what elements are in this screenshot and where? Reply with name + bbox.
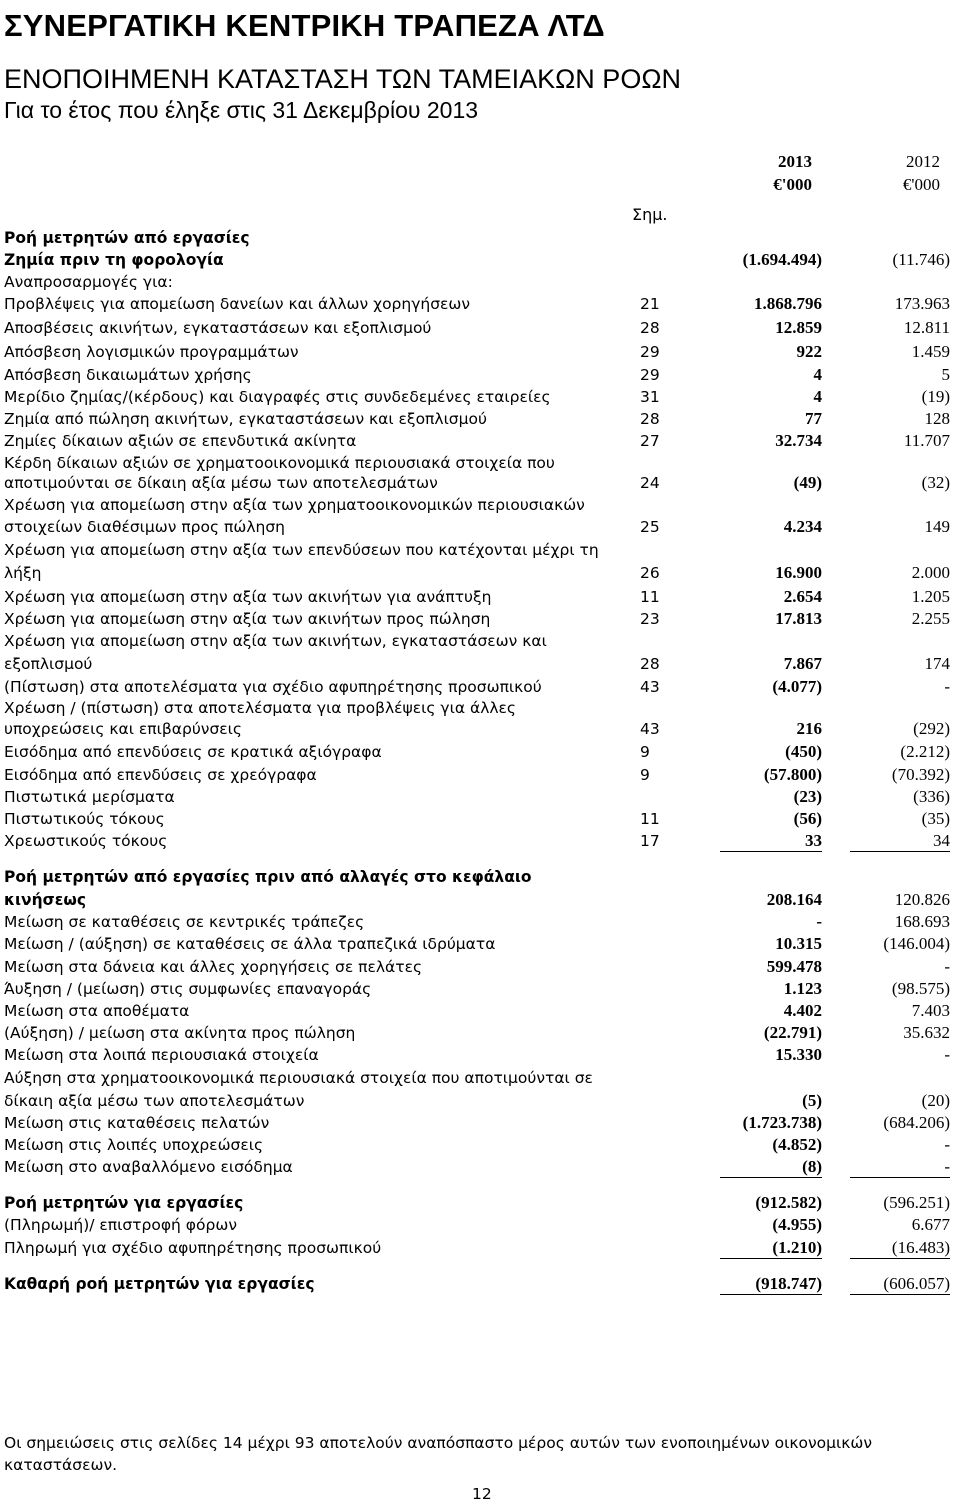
row-note: 9 [640, 743, 650, 761]
value-2012: 7.403 [911, 1001, 950, 1020]
row-label: στοιχείων διαθέσιμων προς πώληση [4, 518, 285, 536]
value-2012: (19) [921, 387, 950, 406]
table-row [0, 271, 960, 293]
row-note: 26 [640, 564, 660, 582]
value-2013: - [816, 912, 822, 931]
row-label: Αναπροσαρμογές για: [4, 273, 173, 291]
table-row [0, 1000, 960, 1022]
row-label: Μείωση στα δάνεια και άλλες χορηγήσεις σε πελάτες [4, 958, 423, 976]
value-2012: 149 [924, 517, 950, 536]
page-number: 12 [472, 1485, 492, 1503]
row-label: Εισόδημα από επενδύσεις σε κρατικά αξιόγραφα [4, 743, 382, 761]
row-label: Πιστωτικά μερίσματα [4, 788, 175, 806]
value-2013: 4.234 [783, 517, 822, 536]
value-2013: (5) [802, 1091, 822, 1110]
table-row [0, 293, 960, 315]
row-note: 9 [640, 766, 650, 784]
table-row [0, 956, 960, 978]
note-column-header: Σημ. [632, 205, 668, 224]
row-label: Μείωση σε καταθέσεις σε κεντρικές τράπεζες [4, 913, 365, 931]
value-2013: 32.734 [775, 431, 822, 450]
table-row [0, 911, 960, 933]
table-row [0, 430, 960, 452]
value-2012: 6.677 [911, 1215, 950, 1234]
row-label: Χρέωση για απομείωση στην αξία των ακινήτων για ανάπτυξη [4, 588, 492, 606]
row-note: 29 [640, 366, 660, 384]
table-row [0, 830, 960, 852]
value-2012: (20) [921, 1091, 950, 1110]
table-row [0, 1192, 960, 1214]
table-row [0, 586, 960, 608]
row-label: (Αύξηση) / μείωση στα ακίνητα προς πώληση [4, 1024, 356, 1042]
table-row [0, 341, 960, 363]
row-label: Μείωση / (αύξηση) σε καταθέσεις σε άλλα τραπεζικά ιδρύματα [4, 935, 496, 953]
value-2013: 4 [813, 387, 822, 406]
table-row [0, 408, 960, 430]
table-row [0, 249, 960, 271]
value-2012: (2.212) [900, 742, 950, 761]
value-2012: 128 [924, 409, 950, 428]
row-note: 24 [640, 474, 660, 492]
table-row [0, 472, 960, 494]
value-2013: 33 [720, 830, 822, 852]
table-row [0, 1273, 960, 1295]
row-label: Ζημίες δίκαιων αξιών σε επενδυτικά ακίνητα [4, 432, 357, 450]
row-label: Άυξηση / (μείωση) στις συμφωνίες επαναγοράς [4, 980, 372, 998]
row-note: 43 [640, 720, 660, 738]
table-row [0, 452, 960, 474]
statement-subtitle: Για το έτος που έληξε στις 31 Δεκεμβρίου 2013 [4, 97, 479, 123]
table-row [0, 697, 960, 719]
value-2012: 5 [941, 365, 950, 384]
row-label: Κέρδη δίκαιων αξιών σε χρηματοοικονομικά περιουσιακά στοιχεία που [4, 454, 555, 472]
row-note: 28 [640, 319, 660, 337]
row-label: Ζημία πριν τη φορολογία [4, 251, 224, 269]
value-2013: (57.800) [763, 765, 822, 784]
value-2012: 168.693 [894, 912, 950, 931]
value-2013: 17.813 [775, 609, 822, 628]
value-2013: (918.747) [720, 1273, 822, 1295]
company-name: ΣΥΝΕΡΓΑΤΙΚΗ ΚΕΝΤΡΙΚΗ ΤΡΑΠΕΖΑ ΛΤΔ [4, 8, 605, 43]
table-row [0, 866, 960, 888]
row-label: Προβλέψεις για απομείωση δανείων και άλλων χορηγήσεων [4, 295, 471, 313]
value-2013: (1.210) [720, 1237, 822, 1259]
value-2013: 4.402 [783, 1001, 822, 1020]
table-row [0, 1044, 960, 1066]
value-2013: (1.694.494) [742, 250, 822, 269]
table-row [0, 1156, 960, 1178]
table-row [0, 808, 960, 830]
row-label: Χρέωση για απομείωση στην αξία των χρηματοοικονομικών περιουσιακών [4, 496, 585, 514]
value-2012: - [944, 957, 950, 976]
value-2013: 12.859 [775, 318, 822, 337]
table-row [0, 630, 960, 652]
table-row [0, 889, 960, 911]
row-note: 31 [640, 388, 660, 406]
row-note: 27 [640, 432, 660, 450]
footer-note: Οι σημειώσεις στις σελίδες 14 μέχρι 93 αποτελούν αναπόσπαστο μέρος αυτών των ενοποιημένων οικονομικών καταστάσεων. [4, 1434, 872, 1474]
year-current-header: 2013 [778, 152, 812, 171]
value-2013: (22.791) [763, 1023, 822, 1042]
value-2012: (98.575) [891, 979, 950, 998]
value-2013: 1.123 [783, 979, 822, 998]
row-note: 28 [640, 655, 660, 673]
value-2012: 1.205 [911, 587, 950, 606]
value-2012: 173.963 [894, 294, 950, 313]
table-row [0, 227, 960, 249]
value-2012: (596.251) [883, 1193, 950, 1212]
row-label: Μείωση στο αναβαλλόμενο εισόδημα [4, 1158, 293, 1176]
table-row [0, 1090, 960, 1112]
row-label: εξοπλισμού [4, 655, 93, 673]
value-2012: (32) [921, 473, 950, 492]
value-2013: 216 [796, 719, 822, 738]
row-label: Μείωση στα αποθέματα [4, 1002, 190, 1020]
value-2012: 12.811 [903, 318, 950, 337]
row-note: 11 [640, 810, 660, 828]
value-2013: 2.654 [783, 587, 822, 606]
value-2013: (1.723.738) [742, 1113, 822, 1132]
row-label: λήξη [4, 564, 42, 582]
table-row [0, 1214, 960, 1236]
value-2012: - [944, 677, 950, 696]
table-row [0, 718, 960, 740]
value-2012: (11.746) [892, 250, 950, 269]
table-row [0, 1237, 960, 1259]
value-2013: (23) [793, 787, 822, 806]
value-2013: (49) [793, 473, 822, 492]
value-2013: (450) [785, 742, 822, 761]
table-row [0, 1067, 960, 1089]
row-label: Χρεωστικούς τόκους [4, 832, 168, 850]
row-label: κινήσεως [4, 891, 87, 909]
value-2013: (4.077) [772, 677, 822, 696]
row-label: Χρέωση / (πίστωση) στα αποτελέσματα για προβλέψεις για άλλες [4, 699, 517, 717]
row-note: 11 [640, 588, 660, 606]
row-label: δίκαιη αξία μέσω των αποτελεσμάτων [4, 1092, 305, 1110]
row-label: (Πληρωμή)/ επιστροφή φόρων [4, 1216, 237, 1234]
value-2013: 922 [796, 342, 822, 361]
value-2012: (35) [921, 809, 950, 828]
row-label: Ροή μετρητών από εργασίες [4, 229, 250, 247]
row-label: Χρέωση για απομείωση στην αξία των ακινήτων προς πώληση [4, 610, 491, 628]
value-2013: 77 [805, 409, 822, 428]
unit-current-header: €'000 [773, 175, 812, 194]
table-row [0, 494, 960, 516]
table-row [0, 539, 960, 561]
row-label: Μείωση στις λοιπές υποχρεώσεις [4, 1136, 264, 1154]
row-label: Πληρωμή για σχέδιο αφυπηρέτησης προσωπικού [4, 1239, 382, 1257]
row-note: 23 [640, 610, 660, 628]
row-label: Πιστωτικούς τόκους [4, 810, 165, 828]
value-2013: 15.330 [775, 1045, 822, 1064]
row-note: 21 [640, 295, 660, 313]
value-2013: 16.900 [775, 563, 822, 582]
value-2012: 35.632 [903, 1023, 950, 1042]
row-label: υποχρεώσεις και επιβαρύνσεις [4, 720, 243, 738]
table-row [0, 516, 960, 538]
value-2012: - [944, 1135, 950, 1154]
row-label: Μερίδιο ζημίας/(κέρδους) και διαγραφές στις συνδεδεμένες εταιρείες [4, 388, 551, 406]
row-label: Ροή μετρητών από εργασίες πριν από αλλαγές στο κεφάλαιο [4, 868, 532, 886]
value-2012: (146.004) [883, 934, 950, 953]
table-row [0, 978, 960, 1000]
table-row [0, 786, 960, 808]
value-2012: 120.826 [894, 890, 950, 909]
value-2012: - [944, 1045, 950, 1064]
row-note: 25 [640, 518, 660, 536]
value-2013: 208.164 [766, 890, 822, 909]
table-row [0, 933, 960, 955]
row-label: Χρέωση για απομείωση στην αξία των επενδύσεων που κατέχονται μέχρι τη [4, 541, 599, 559]
row-label: αποτιμούνται σε δίκαιη αξία μέσω των αποτελεσμάτων [4, 474, 438, 492]
value-2012: 2.255 [911, 609, 950, 628]
value-2013: 10.315 [775, 934, 822, 953]
value-2013: 4 [813, 365, 822, 384]
row-label: Αύξηση στα χρηματοοικονομικά περιουσιακά στοιχεία που αποτιμούνται σε [4, 1069, 593, 1087]
row-label: Ροή μετρητών για εργασίες [4, 1194, 244, 1212]
row-note: 17 [640, 832, 660, 850]
value-2013: 599.478 [766, 957, 822, 976]
value-2012: (70.392) [891, 765, 950, 784]
value-2012: (606.057) [850, 1273, 950, 1295]
row-note: 29 [640, 343, 660, 361]
row-label: Καθαρή ροή μετρητών για εργασίες [4, 1275, 315, 1293]
value-2012: (684.206) [883, 1113, 950, 1132]
table-row [0, 1112, 960, 1134]
table-row [0, 386, 960, 408]
table-row [0, 364, 960, 386]
value-2012: 11.707 [903, 431, 950, 450]
value-2013: (4.955) [772, 1215, 822, 1234]
value-2012: 174 [924, 654, 950, 673]
row-label: Απόσβεση λογισμικών προγραμμάτων [4, 343, 299, 361]
table-row [0, 562, 960, 584]
value-2013: (912.582) [755, 1193, 822, 1212]
table-row [0, 741, 960, 763]
table-row [0, 1022, 960, 1044]
row-label: Απόσβεση δικαιωμάτων χρήσης [4, 366, 252, 384]
table-row [0, 676, 960, 698]
table-row [0, 608, 960, 630]
value-2013: 1.868.796 [754, 294, 822, 313]
value-2013: (56) [793, 809, 822, 828]
value-2012: (336) [913, 787, 950, 806]
row-label: Μείωση στις καταθέσεις πελατών [4, 1114, 270, 1132]
value-2012: 1.459 [911, 342, 950, 361]
value-2012: 2.000 [911, 563, 950, 582]
table-row [0, 1134, 960, 1156]
statement-title: ΕΝΟΠΟΙΗΜΕΝΗ ΚΑΤΑΣΤΑΣΗ ΤΩΝ ΤΑΜΕΙΑΚΩΝ ΡΟΩΝ [4, 64, 682, 94]
value-2012: (16.483) [850, 1237, 950, 1259]
unit-prior-header: €'000 [902, 175, 940, 194]
table-row [0, 653, 960, 675]
value-2013: (4.852) [772, 1135, 822, 1154]
year-prior-header: 2012 [906, 152, 940, 171]
row-label: (Πίστωση) στα αποτελέσματα για σχέδιο αφυπηρέτησης προσωπικού [4, 678, 542, 696]
table-row [0, 317, 960, 339]
row-label: Αποσβέσεις ακινήτων, εγκαταστάσεων και εξοπλισμού [4, 319, 432, 337]
row-label: Χρέωση για απομείωση στην αξία των ακινήτων, εγκαταστάσεων και [4, 632, 547, 650]
value-2012: 34 [850, 830, 950, 852]
value-2013: (8) [720, 1156, 822, 1178]
value-2012: (292) [913, 719, 950, 738]
row-note: 28 [640, 410, 660, 428]
table-row [0, 764, 960, 786]
row-label: Ζημία από πώληση ακινήτων, εγκαταστάσεων και εξοπλισμού [4, 410, 487, 428]
value-2013: 7.867 [783, 654, 822, 673]
row-note: 43 [640, 678, 660, 696]
row-label: Εισόδημα από επενδύσεις σε χρεόγραφα [4, 766, 317, 784]
value-2012: - [850, 1156, 950, 1178]
row-label: Μείωση στα λοιπά περιουσιακά στοιχεία [4, 1046, 319, 1064]
